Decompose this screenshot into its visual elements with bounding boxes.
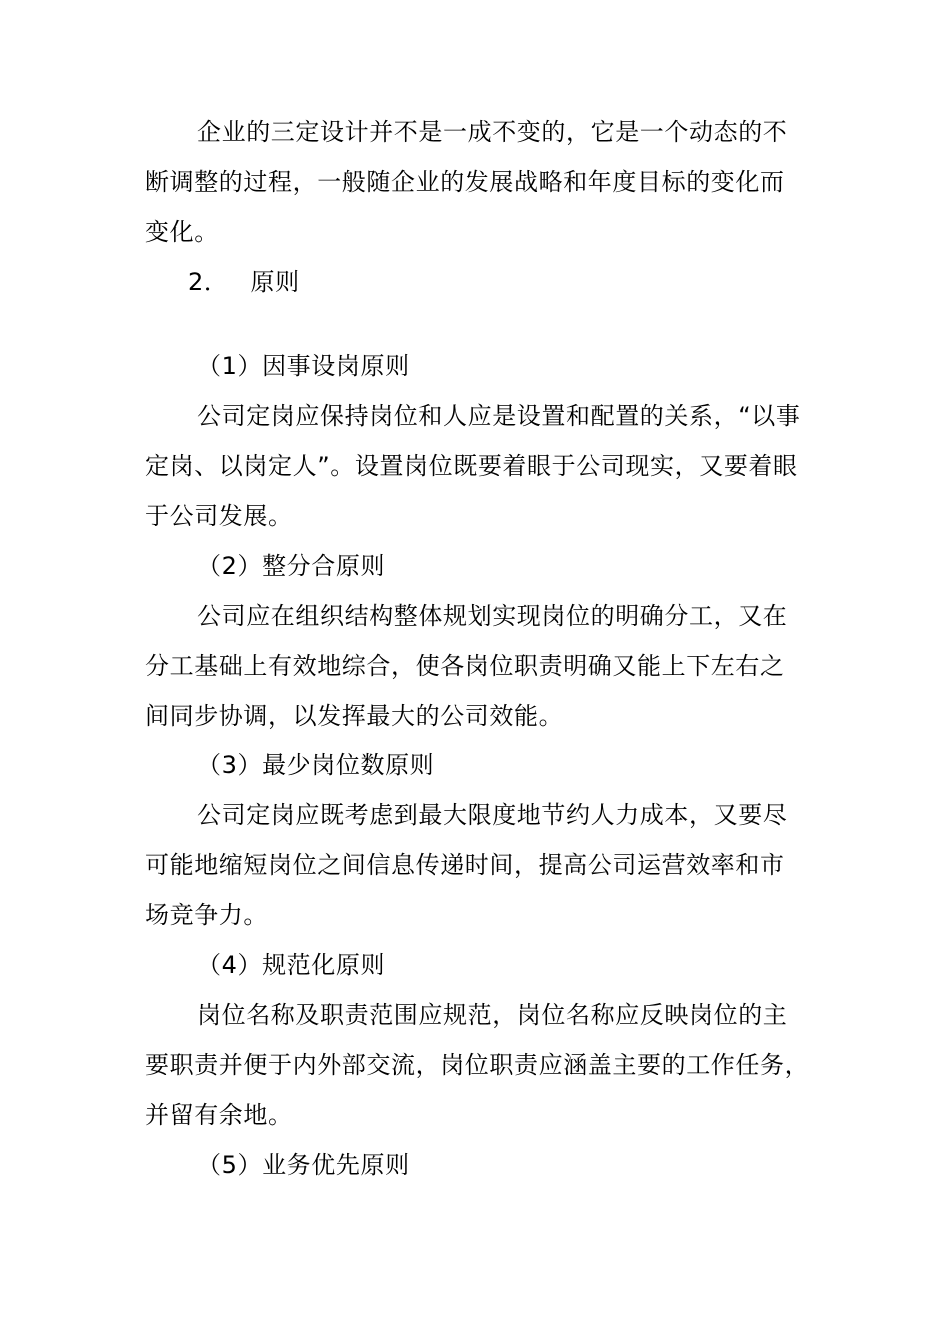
principle-1-line-3: 于公司发展。 xyxy=(145,502,293,530)
section-heading xyxy=(188,266,300,298)
principle-2-line-3: 间同步协调，以发挥最大的公司效能。 xyxy=(145,702,564,730)
principle-1-heading: （1）因事设岗原则 xyxy=(197,352,410,380)
intro-line-2: 断调整的过程，一般随企业的发展战略和年度目标的变化而 xyxy=(145,168,785,196)
principle-4-line-3: 并留有余地。 xyxy=(145,1101,293,1129)
principle-1-line-2: 定岗、以岗定人”。设置岗位既要着眼于公司现实，又要着眼 xyxy=(145,452,798,480)
principle-4-line-1: 岗位名称及职责范围应规范，岗位名称应反映岗位的主 xyxy=(197,1001,788,1029)
principle-1-line-1: 公司定岗应保持岗位和人应是设置和配置的关系，“以事 xyxy=(197,402,801,430)
principle-2-heading: （2）整分合原则 xyxy=(197,552,386,580)
principle-3-heading: （3）最少岗位数原则 xyxy=(197,751,435,779)
intro-line-1: 企业的三定设计并不是一成不变的，它是一个动态的不 xyxy=(197,118,788,146)
principle-4-line-2: 要职责并便于内外部交流，岗位职责应涵盖主要的工作任务， xyxy=(145,1051,810,1079)
principle-5-heading: （5）业务优先原则 xyxy=(197,1151,410,1179)
principle-3-line-2: 可能地缩短岗位之间信息传递时间，提高公司运营效率和市 xyxy=(145,851,785,879)
principle-3-line-1: 公司定岗应既考虑到最大限度地节约人力成本，又要尽 xyxy=(197,801,788,829)
intro-line-3: 变化。 xyxy=(145,218,219,246)
principle-3-line-3: 场竞争力。 xyxy=(145,901,268,929)
principle-4-heading: （4）规范化原则 xyxy=(197,951,386,979)
principle-2-line-1: 公司应在组织结构整体规划实现岗位的明确分工，又在 xyxy=(197,602,788,630)
section-number: 2． xyxy=(188,268,229,296)
principle-2-line-2: 分工基础上有效地综合，使各岗位职责明确又能上下左右之 xyxy=(145,652,785,680)
section-title: 原则 xyxy=(250,268,300,296)
